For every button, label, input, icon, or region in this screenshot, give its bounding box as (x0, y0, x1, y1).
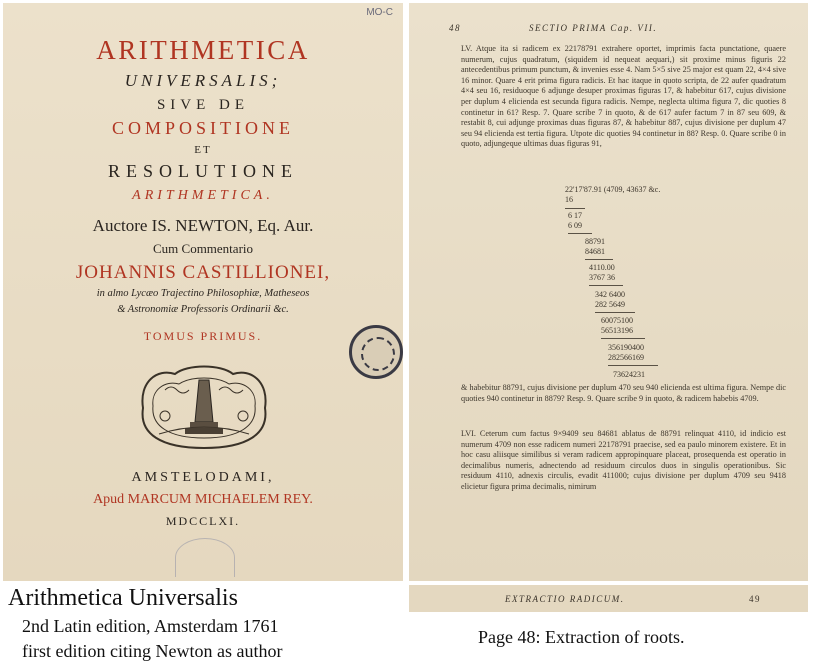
calc-rule (601, 338, 645, 339)
title-line-universalis: UNIVERSALIS; (124, 71, 282, 90)
title-line-sive-de: SIVE DE (156, 97, 250, 113)
caption-note: first edition citing Newton as author (22, 641, 283, 661)
calc-line-13: 282566169 (608, 353, 644, 362)
caption-page: Page 48: Extraction of roots. (478, 627, 685, 647)
city-line: AMSTELODAMI, (131, 470, 275, 485)
page-number-49: 49 (749, 594, 761, 604)
calc-line-1: 16 (565, 195, 573, 204)
calc-line-2: 6 17 (568, 211, 582, 220)
calc-line-7: 3767 36 (589, 273, 615, 282)
library-stamp-seal (349, 325, 403, 379)
paragraph-lvi: LVI. Ceterum cum factus 9×9409 seu 84681 ablatus de 88791 relinquat 4110, id indicio est numerum 4709 non esse radicem numeri 22178791 praecise, sed ea paulo minorem existere. Et in hoc casu aliisque similibus si veram radicem appropinquare placeat, prosequenda est operatio in decimalibus numeris, adnectendo ad residuum circulos duos in singulis operationibus. Sic residuum 4110, adnexis circulis, evadit 411000; cujus divisione per duplum 4709 seu 9418 elicietur figura prima decimalis, nimirum (461, 429, 786, 491)
title-line-resolutione: RESOLUTIONE (108, 161, 298, 181)
caption-title: Arithmetica Universalis (8, 585, 238, 611)
title-line-compositione: COMPOSITIONE (111, 118, 294, 138)
publisher-line: Apud MARCUM MICHAELEM REY. (93, 492, 313, 507)
page-49-strip (409, 585, 808, 612)
running-head-49: EXTRACTIO RADICUM. (505, 594, 625, 604)
paragraph-after-calc: & habebitur 88791, cujus divisione per duplum 470 seu 940 elicienda est ultima figura. Nempe dic quoties 940 continetur in 8879? Resp. 9. Quare scribe 9 in quoto, & radicem habebis 4709. (461, 383, 786, 403)
calc-line-8: 342 6400 (595, 290, 625, 299)
calc-line-9: 282 5649 (595, 300, 625, 309)
title-line-arithmetica: ARITHMETICA (96, 35, 310, 65)
calc-rule (589, 285, 623, 286)
calc-rule (568, 233, 592, 234)
calc-line-12: 356190400 (608, 343, 644, 352)
year-line: MDCCLXI. (165, 514, 241, 528)
printer-ornament-vignette (135, 360, 273, 452)
caption-edition: 2nd Latin edition, Amsterdam 1761 (22, 616, 279, 636)
page-48-scan (409, 3, 808, 581)
calc-header: 22'17'87.91 (4709, 43637 &c. (565, 185, 661, 194)
volume-line: TOMUS PRIMUS. (143, 329, 263, 343)
calc-rule (595, 312, 635, 313)
calc-line-10: 60075100 (601, 316, 633, 325)
library-stamp-faint (175, 538, 235, 577)
calc-rule (608, 365, 658, 366)
author-line: Auctore IS. NEWTON, Eq. Aur. (92, 216, 314, 235)
affiliation-line-2: & Astronomiæ Professoris Ordinarii &c. (117, 304, 289, 315)
commentary-line: Cum Commentario (152, 241, 254, 256)
calc-line-4: 88791 (585, 237, 605, 246)
running-head-48: SECTIO PRIMA Cap. VII. (529, 23, 658, 33)
calc-rule (565, 208, 585, 209)
commentator-line: JOHANNIS CASTILLIONEI, (75, 262, 331, 283)
title-page-scan (3, 3, 403, 581)
calc-line-11: 56513196 (601, 326, 633, 335)
calc-line-3: 6 09 (568, 221, 582, 230)
calc-line-14: 73624231 (613, 370, 645, 379)
paragraph-lv: LV. Atque ita si radicem ex 22178791 extrahere oportet, imprimis facta punctatione, quaere numerum, cujus quadratum, (siquidem id nequeat aequari,) sit proxime minus figuris 22 antecedentibus primum punctum, & invenies esse 4. Nam 5×5 sive 25 major est quam 22, 4×4 sive 16 minor. Quare 4 erit prima figura radicis. Et hac itaque in quoto scripta, de 22 aufer quadratum 4×4 seu 16, residuoque 6 adjunge desuper proximas figuras 17, & habebitur 617, cujus divisione per duplum 4 elicienda est secunda figura radicis. Nempe, neglecta ultima figura 7, dic quoties 8 continetur in 61? Resp. 7. Quare scribe 7 in quoto, & de 617 aufer factum 7 in 87 seu 609, & restabit 8, cui adjunge proximas duas figuras 87, & habebitur 887, cujus divisione per duplum 47 seu 94 elicienda est tertia figura. Utpote dic quoties 94 continetur in 88? Resp. 0. Quare scribe 0 in quoto, adjungeque ultimas duas figuras 91, (461, 44, 786, 149)
calc-line-6: 4110.00 (589, 263, 615, 272)
calc-line-5: 84681 (585, 247, 605, 256)
page-number-48: 48 (449, 23, 461, 33)
title-line-et: ET (194, 144, 212, 156)
title-line-arithmetica-italic: ARITHMETICA. (132, 188, 274, 203)
calc-rule (585, 259, 613, 260)
archive-mark: MO-C (366, 7, 393, 18)
affiliation-line-1: in almo Lycæo Trajectino Philosophiæ, Matheseos (96, 288, 310, 299)
